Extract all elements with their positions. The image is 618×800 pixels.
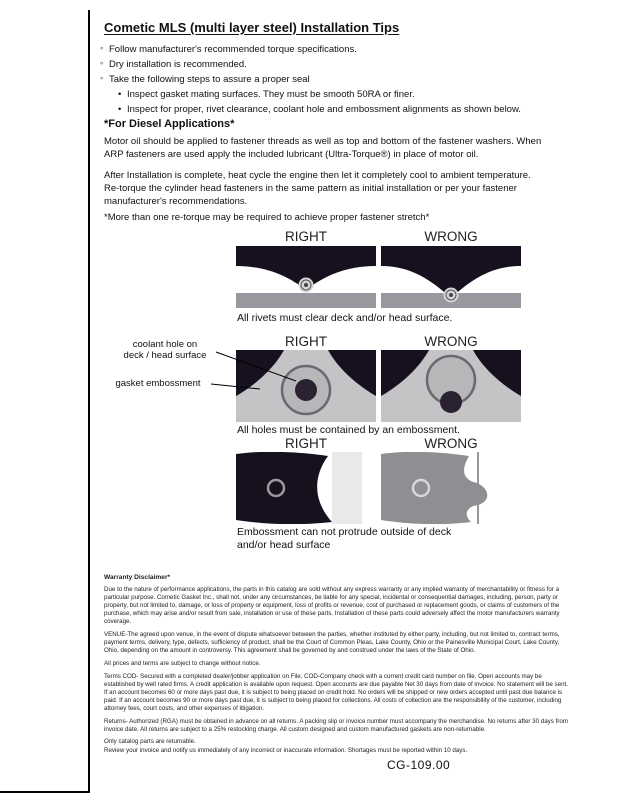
tips-sublist	[100, 89, 570, 117]
embossment-wrong-illustration	[381, 452, 521, 524]
diagram-embossment-right	[236, 452, 376, 524]
list-item: • Inspect gasket mating surfaces. They must be smooth 50RA or finer.	[118, 89, 570, 102]
diesel-paragraph-2: After Installation is complete, heat cycle the engine then let it completely cool to ambient temperature. Re-torque the cylinder head fasteners in the same pattern as initial installation or per your fastener manufacturer's recommendations.	[104, 170, 531, 207]
right-label: RIGHT	[285, 229, 327, 244]
diagram-hole-wrong	[381, 350, 521, 422]
diesel-heading: *For Diesel Applications*	[104, 118, 235, 130]
warranty-paragraph: VENUE-The agreed upon venue, in the event of dispute whatsoever between the parties, whether instituted by either party, including, but not limited to, contract terms, payment terms, delivery, type, defects, sufficiency of product, shall be the Court of Common Pleas, Lake County, Ohio or the Painesville Municipal Court, Lake County, Ohio, depending on the amount in controversy. This agreement shall be governed by and construed under the laws of the State of Ohio.	[104, 631, 560, 654]
list-item: ◦ Take the following steps to assure a proper seal	[100, 74, 570, 87]
embossment-right-illustration	[236, 452, 376, 524]
embossment-caption: Embossment can not protrude outside of deck and/or head surface	[237, 526, 452, 552]
rivet-right-illustration	[236, 246, 376, 308]
left-page-rule	[88, 10, 90, 792]
right-label: RIGHT	[285, 334, 327, 349]
coolant-hole-callout	[116, 340, 214, 362]
warranty-paragraph: Terms COD- Secured with a completed dealer/jobber application on File, COD-Company check with a current credit card number on file. Open accounts may be established by well rated firms. A credit application is available upon request. Open accounts are due payable Net 30 days from date of invoice. No statement will be sent. If an account becomes 60 or more days past due, it is subject to being placed on credit hold. No orders will be shipped or new orders accepted until past due balance is paid. If an account becomes 90 or more days past due, it is subject to being placed for collections. All costs of collection are the responsibility of the customer, including attorney fees, court costs, and other expenses of litigation.	[104, 672, 568, 712]
warranty-paragraph: Review your invoice and notify us immediately of any incorrect or inaccurate information. Shortages must be reported within 10 days.	[104, 747, 468, 755]
warranty-paragraph: All prices and terms are subject to change without notice.	[104, 659, 261, 667]
warranty-heading: Warranty Disclaimer*	[104, 574, 171, 581]
diagram-hole-right	[236, 350, 376, 422]
retorque-note: *More than one re-torque may be required to achieve proper fastener stretch*	[104, 212, 430, 223]
hole-caption: All holes must be contained by an embossment.	[237, 424, 460, 436]
list-item: • Inspect for proper, rivet clearance, coolant hole and embossment alignments as shown below.	[118, 104, 570, 117]
page-title: Cometic MLS (multi layer steel) Installation Tips	[104, 20, 400, 35]
coolant-hole-callout-line2: deck / head surface	[123, 349, 207, 361]
bottom-page-rule	[0, 791, 90, 793]
diagram-rivet-right	[236, 246, 376, 308]
wrong-label: WRONG	[424, 334, 478, 349]
list-item: ◦ Follow manufacturer's recommended torque specifications.	[100, 44, 570, 57]
wrong-label: WRONG	[424, 229, 478, 244]
rivet-caption: All rivets must clear deck and/or head surface.	[237, 312, 453, 324]
gasket-embossment-callout: gasket embossment	[115, 378, 201, 389]
warranty-paragraph: Only catalog parts are returnable.	[104, 738, 196, 746]
right-label: RIGHT	[285, 436, 327, 451]
hole-wrong-illustration	[381, 350, 521, 422]
hole-right-illustration	[236, 350, 376, 422]
wrong-label: WRONG	[424, 436, 478, 451]
diesel-paragraph-1: Motor oil should be applied to fastener threads as well as top and bottom of the fastener washers. When ARP fasteners are used apply the included lubricant (Ultra-Torque®) in place of motor oil.	[104, 136, 542, 160]
page-code: CG-109.00	[387, 758, 451, 772]
warranty-paragraph: Returns- Authorized (RGA) must be obtained in advance on all returns. A packing slip or invoice number must accompany the merchandise. No returns after 30 days from invoice date. All returns are subject to a 25% restocking charge. All custom designed and custom manufactured gaskets are non-returnable.	[104, 717, 568, 733]
diagram-rivet-wrong	[381, 246, 521, 308]
tips-list	[100, 44, 570, 119]
warranty-section	[104, 574, 570, 756]
diagram-embossment-wrong	[381, 452, 521, 524]
rivet-wrong-illustration	[381, 246, 521, 308]
list-item: ◦ Dry installation is recommended.	[100, 59, 570, 72]
coolant-hole-callout-line1: coolant hole on	[132, 339, 198, 350]
warranty-paragraph: Due to the nature of performance applications, the parts in this catalog are sold without any express warranty or any implied warranty of merchantability or fitness for a particular purpose. Cometic Gasket Inc., shall not, under any circumstances, be liable for any special, incidental or consequential damages, including, person, party or property, but not limited to, damage, or loss of property or equipment, loss of profits or revenue, cost of purchased or replacement goods, or claims of customers of the purchase, which may arise and/or result from sale, installation or use of these parts. Installation of these parts could adversely affect the motor manufacturers warranty coverage.	[104, 586, 560, 626]
